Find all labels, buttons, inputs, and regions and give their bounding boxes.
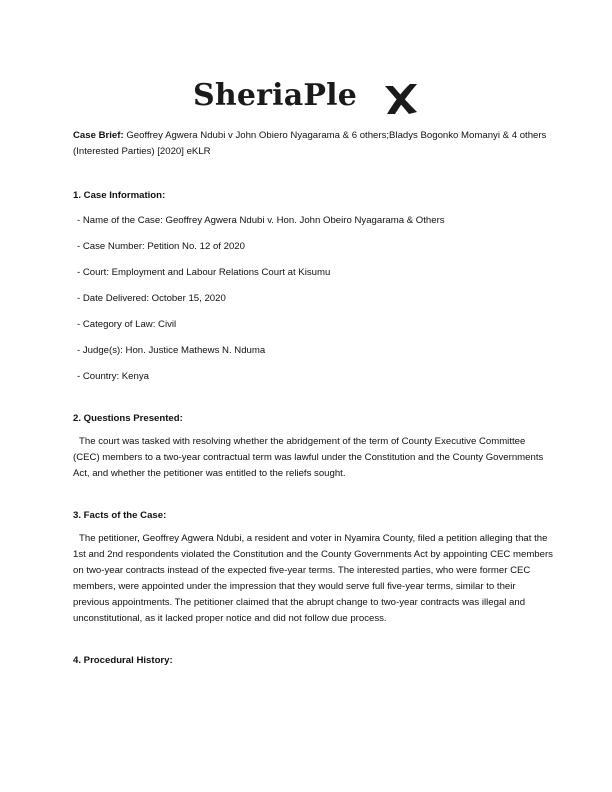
case-brief-text: Geoffrey Agwera Ndubi v John Obiero Nyagarama & 6 others;Bladys Bogonko Momanyi & 4 others (Interested Parties) [2020] eKLR xyxy=(73,130,547,157)
case-info-number: - Case Number: Petition No. 12 of 2020 xyxy=(77,241,245,252)
sheriaplex-logo xyxy=(0,76,612,124)
questions-presented-text: The court was tasked with resolving whether the abridgement of the term of County Executive Committee (CEC) members to a two-year contractual term was lawful under the Constitution and the County Governments Act, and whether the petitioner was entitled to the reliefs sought. xyxy=(73,436,544,479)
document-content xyxy=(73,128,553,669)
section-heading-questions-presented: 2. Questions Presented: xyxy=(73,413,183,424)
case-info-date: - Date Delivered: October 15, 2020 xyxy=(77,293,226,304)
case-brief-label: Case Brief: xyxy=(73,130,124,141)
x-logo-icon xyxy=(383,82,419,118)
case-info-court: - Court: Employment and Labour Relations Court at Kisumu xyxy=(77,267,331,278)
case-info-name: - Name of the Case: Geoffrey Agwera Ndubi v. Hon. John Obeiro Nyagarama & Others xyxy=(77,215,445,226)
facts-text: The petitioner, Geoffrey Agwera Ndubi, a resident and voter in Nyamira County, filed a petition alleging that the 1st and 2nd respondents violated the Constitution and the County Governments Act by appointing CEC members on two-year contracts instead of the expected five-year terms. The interested parties, who were former CEC members, were appointed under the impression that they would serve full five-year terms, similar to their previous appointments. The petitioner claimed that the abrupt change to two-year contracts was illegal and unconstitutional, as it lacked proper notice and did not follow due process. xyxy=(73,533,553,624)
case-info-category: - Category of Law: Civil xyxy=(77,319,177,330)
case-brief xyxy=(73,128,553,160)
case-info-country: - Country: Kenya xyxy=(77,371,149,382)
section-heading-facts: 3. Facts of the Case: xyxy=(73,510,167,521)
section-heading-procedural-history: 4. Procedural History: xyxy=(73,655,173,666)
case-info-judge: - Judge(s): Hon. Justice Mathews N. Nduma xyxy=(77,345,266,356)
logo-wordmark: SheriaPle xyxy=(193,78,358,113)
section-heading-case-information: 1. Case Information: xyxy=(73,190,166,201)
